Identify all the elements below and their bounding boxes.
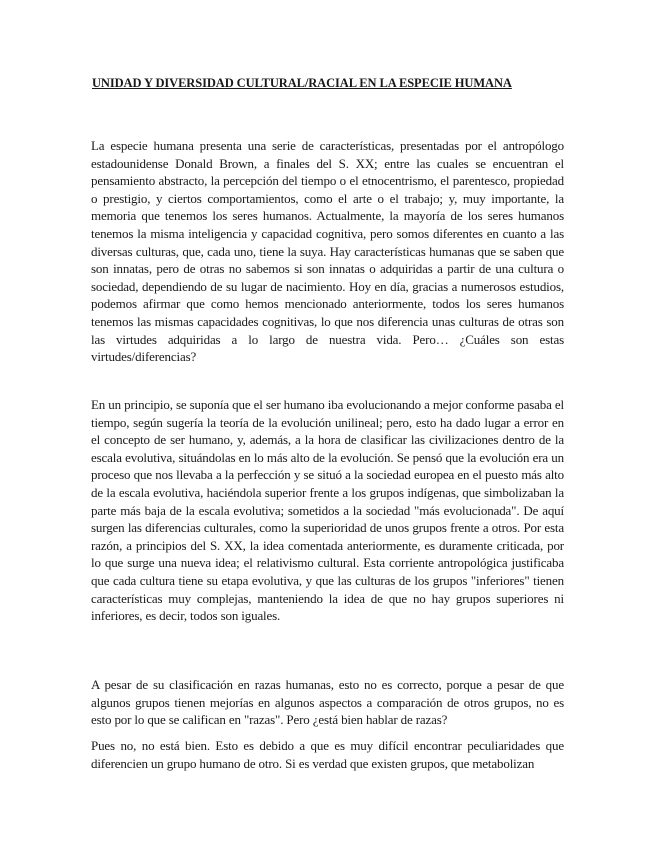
paragraph-3: A pesar de su clasificación en razas humanas, esto no es correcto, porque a pesar de que algunos grupos tienen mejorías en algunos aspectos a comparación de otros grupos, no es esto por lo que se califican en "razas". Pero ¿está bien hablar de razas? (91, 677, 564, 728)
paragraph-4: Pues no, no está bien. Esto es debido a que es muy difícil encontrar peculiaridades que diferencien un grupo humano de otro. Si es verdad que existen grupos, que metabolizan (91, 738, 564, 771)
document-title: UNIDAD Y DIVERSIDAD CULTURAL/RACIAL EN LA ESPECIE HUMANA (92, 76, 512, 90)
paragraph-2: En un principio, se suponía que el ser humano iba evolucionando a mejor conforme pasaba el tiempo, según sugería la teoría de la evolución unilineal; pero, esto ha dado lugar a error en el concepto de ser humano, y, además, a la hora de clasificar las civilizaciones dentro de la escala evolutiva, situándolas en lo más alto de la evolución. Se pensó que la evolución era un proceso que nos llevaba a la perfección y se situó a la sociedad europea en el puesto más alto de la escala evolutiva, haciéndola superior frente a los grupos indígenas, que simbolizaban la parte más baja de la escala evolutiva; sometidos a la sociedad "más evolucionada". De aquí surgen las diferencias culturales, como la superioridad de unos grupos frente a otros. Por esta razón, a principios del S. XX, la idea comentada anteriormente, es duramente criticada, por lo que surge una nueva idea; el relativismo cultural. Esta corriente antropológica justificaba que cada cultura tiene su etapa evolutiva, y que las culturas de los grupos "inferiores" tienen características muy complejas, manteniendo la idea de que no hay grupos superiores ni inferiores, es decir, todos son iguales. (91, 397, 564, 624)
paragraph-1: La especie humana presenta una serie de características, presentadas por el antropólogo estadounidense Donald Brown, a finales del S. XX; entre las cuales se encuentran el pensamiento abstracto, la percepción del tiempo o el etnocentrismo, el parentesco, propiedad o prestigio, y ciertos comportamientos, como el arte o el trabajo; y, muy importante, la memoria que tenemos los seres humanos. Actualmente, la mayoría de los seres humanos tenemos la misma inteligencia y capacidad cognitiva, pero somos diferentes en cuanto a las diversas culturas, que, cada uno, tiene la suya. Hay características humanas que se saben que son innatas, pero de otras no sabemos si son innatas o adquiridas a partir de una cultura o sociedad, dependiendo de su lugar de nacimiento. Hoy en día, gracias a numerosos estudios, podemos afirmar que como hemos mencionado anteriormente, todos los seres humanos tenemos las mismas capacidades cognitivas, lo que nos diferencia unas culturas de otras son las virtudes adquiridas a lo largo de nuestra vida. Pero… ¿Cuáles son estas virtudes/diferencias? (91, 138, 564, 365)
